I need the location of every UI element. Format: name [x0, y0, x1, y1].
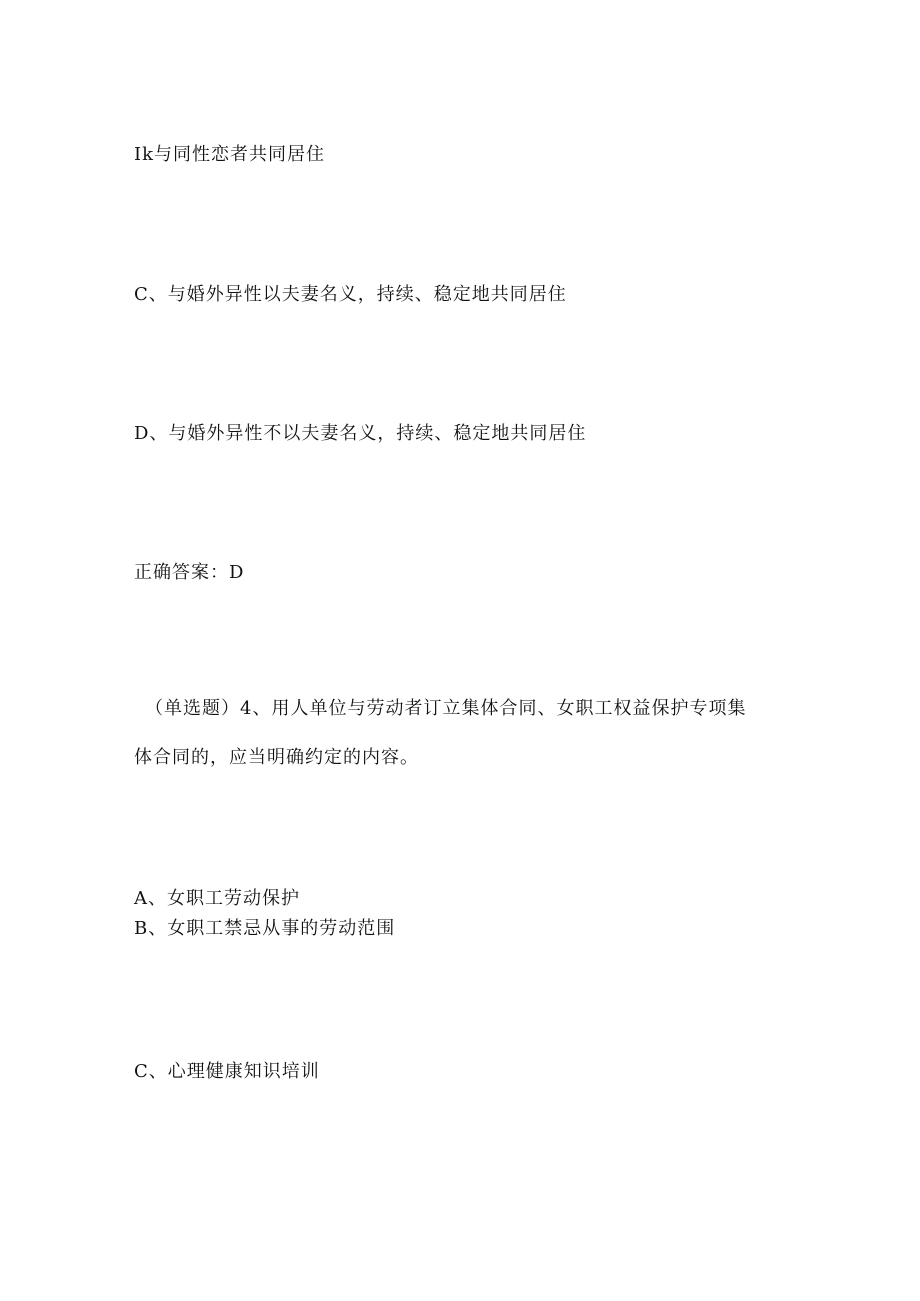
- question-4-line-1: （单选题）4、用人单位与劳动者订立集体合同、女职工权益保护专项集: [145, 698, 747, 719]
- question-4-line-2: 体合同的，应当明确约定的内容。: [134, 747, 419, 768]
- q4-option-c-text: C、心理健康知识培训: [134, 1061, 320, 1082]
- q4-option-b-text: B、女职工禁忌从事的劳动范围: [134, 918, 396, 939]
- option-c-text: C、与婚外异性以夫妻名义，持续、稳定地共同居住: [134, 284, 567, 305]
- q4-option-a-text: A、女职工劳动保护: [134, 888, 300, 909]
- option-d-text: D、与婚外异性不以夫妻名义，持续、稳定地共同居住: [134, 423, 587, 444]
- option-b-text: Ik与同性恋者共同居住: [134, 144, 326, 165]
- answer-text: 正确答案：D: [134, 562, 245, 583]
